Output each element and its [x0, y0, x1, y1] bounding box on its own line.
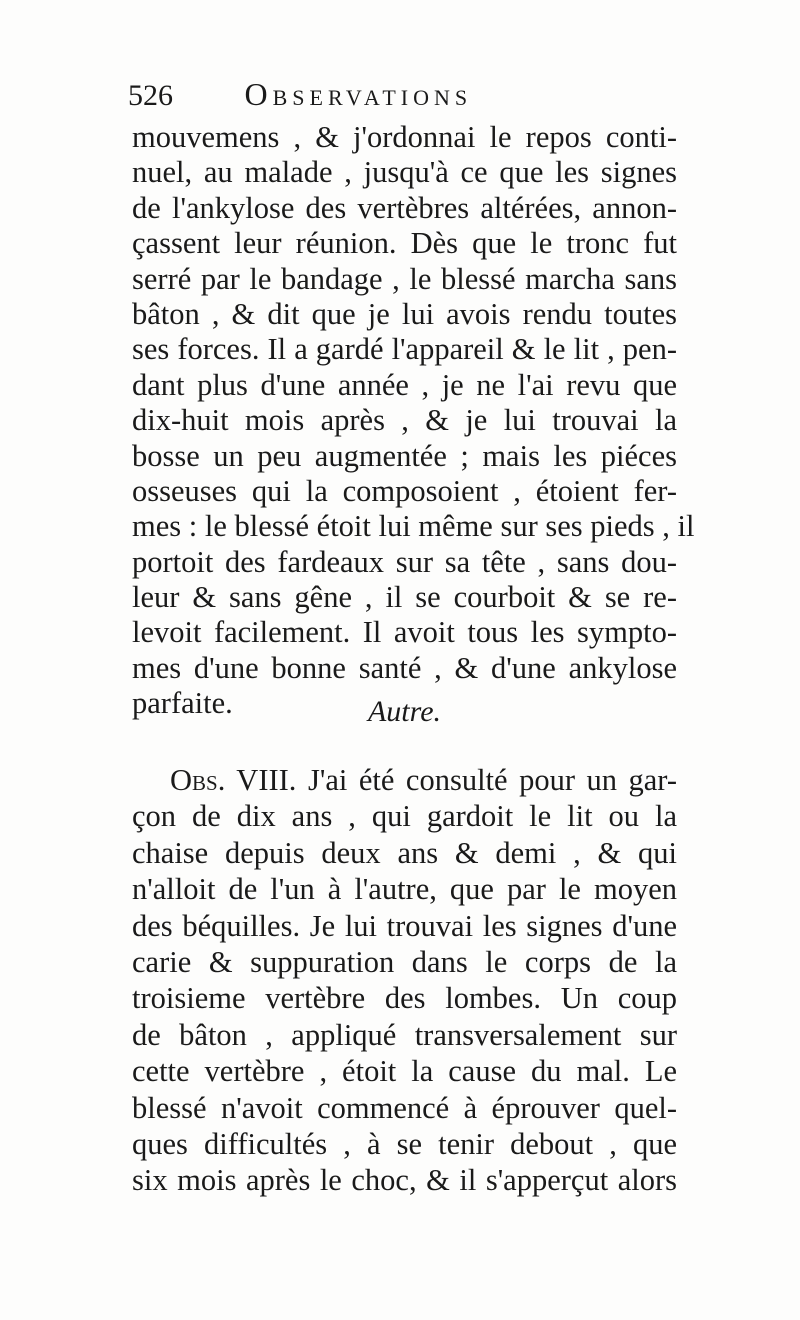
paragraph-2 [132, 762, 677, 1199]
text-line: carie & suppuration dans le corps de la [132, 944, 677, 979]
text-line: des béquilles. Je lui trouvai les signes d'une [132, 908, 677, 943]
running-head: Observations [244, 76, 473, 112]
text-line: bâton , & dit que je lui avois rendu toutes [132, 296, 677, 331]
text-line: çassent leur réunion. Dès que le tronc fut [132, 226, 677, 261]
page-header [128, 72, 688, 116]
text-line: çon de dix ans , qui gardoit le lit ou la [132, 799, 677, 834]
paragraph-1 [132, 120, 695, 722]
text-line: ses forces. Il a gardé l'appareil & le lit , pen- [132, 332, 677, 367]
text-line-first [132, 762, 677, 798]
text-line: levoit facilement. Il avoit tous les sympto- [132, 615, 677, 650]
text-line: de l'ankylose des vertèbres altérées, annon- [132, 190, 677, 225]
text-line: dant plus d'une année , je ne l'ai revu que [132, 367, 677, 402]
text-line: serré par le bandage , le blessé marcha sans [132, 261, 677, 296]
text-line: n'alloit de l'un à l'autre, que par le moyen [132, 872, 677, 907]
text-line: mouvemens , & j'ordonnai le repos conti- [132, 120, 677, 154]
text-line: mes : le blessé étoit lui même sur ses pieds , il [132, 509, 695, 544]
page-number: 526 [128, 79, 173, 112]
text-line: cette vertèbre , étoit la cause du mal. Le [132, 1054, 677, 1089]
text-line: dix-huit mois après , & je lui trouvai la [132, 403, 677, 438]
text-line: de bâton , appliqué transversalement sur [132, 1017, 677, 1052]
text-line: parfaite. [132, 686, 233, 721]
text-line: ques difficultés , à se tenir debout , que [132, 1126, 677, 1161]
text-line: chaise depuis deux ans & demi , & qui [132, 835, 677, 870]
section-title: Autre. [367, 695, 442, 728]
text-line: leur & sans gêne , il se courboit & se re- [132, 580, 677, 615]
text-line-first-rest: J'ai été consulté pour un gar- [307, 763, 677, 797]
text-line: blessé n'avoit commencé à éprouver quel- [132, 1090, 677, 1125]
text-line: nuel, au malade , jusqu'à ce que les signes [132, 155, 677, 190]
text-line: mes d'une bonne santé , & d'une ankylose [132, 650, 677, 685]
text-line: portoit des fardeaux sur sa tête , sans dou- [132, 544, 677, 579]
text-line: six mois après le choc, & il s'apperçut alors [132, 1163, 677, 1198]
text-line: osseuses qui la composoient , étoient fer- [132, 473, 677, 508]
text-line: troisieme vertèbre des lombes. Un coup [132, 981, 677, 1016]
observation-label: Obs. VIII. [170, 763, 297, 797]
text-line: bosse un peu augmentée ; mais les piéces [132, 438, 677, 473]
